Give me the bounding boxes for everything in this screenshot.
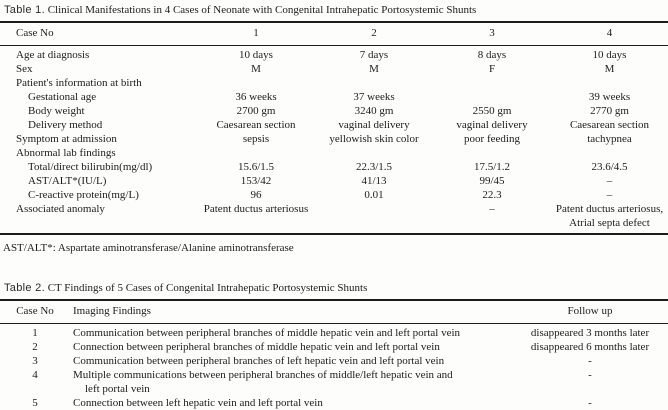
follow-up-value: -: [588, 355, 592, 367]
cell-value: Caesarean section: [216, 119, 296, 131]
cell-value: [551, 76, 668, 90]
row-label: Associated anomaly: [16, 203, 105, 215]
cell-value: [315, 146, 433, 160]
row-label: Gestational age: [28, 91, 97, 103]
follow-up-value: -: [588, 369, 592, 381]
cell-value: 99/45: [479, 175, 505, 187]
table-row: [0, 368, 668, 396]
cell-value: –: [606, 175, 613, 187]
cell-value: 2700 gm: [236, 105, 276, 117]
cell-value: 3240 gm: [354, 105, 394, 117]
cell-value: 22.3: [482, 189, 502, 201]
table-row: [0, 90, 668, 104]
row-label: Body weight: [28, 105, 85, 117]
cell-value: 22.3/1.5: [355, 161, 393, 173]
table-2-body: [0, 324, 668, 410]
follow-up-value: disappeared 6 months later: [530, 341, 650, 353]
cell-value: sepsis: [242, 133, 270, 145]
cell-value: Caesarean section: [569, 119, 650, 131]
table-row: [0, 146, 668, 160]
cell-value: 96: [250, 189, 262, 201]
cell-value: M: [369, 63, 379, 75]
table-1-header-row: [0, 22, 668, 46]
cell-value: [315, 76, 433, 90]
row-label: Age at diagnosis: [16, 49, 90, 61]
table-row: [0, 174, 668, 188]
imaging-finding: Communication between peripheral branches of middle hepatic vein and left portal vein: [73, 327, 461, 339]
cell-value: 17.5/1.2: [473, 161, 511, 173]
cell-value: [551, 146, 668, 160]
cell-value: [433, 90, 551, 104]
table-1-caption: Clinical Manifestations in 4 Cases of Neonate with Congenital Intrahepatic Portosystemic Shunts: [47, 4, 477, 16]
table-1-label: Table 1.: [4, 4, 45, 16]
cell-value: Patent ductus arteriosus: [203, 203, 309, 215]
cell-value: vaginal delivery: [338, 119, 410, 131]
t1-header-case-1: 1: [253, 27, 259, 39]
follow-up-value: -: [588, 397, 592, 409]
table-row: [0, 340, 668, 354]
t2-header-case-no: Case No: [16, 305, 54, 317]
case-number: 4: [32, 369, 38, 381]
cell-value: tachypnea: [587, 133, 632, 145]
cell-value: 15.6/1.5: [237, 161, 275, 173]
table-1: [0, 21, 668, 235]
table-2-label: Table 2.: [4, 282, 45, 294]
cell-value: 8 days: [477, 49, 507, 61]
table-row: [0, 132, 668, 146]
cell-value: 41/13: [361, 175, 387, 187]
table-row: [0, 76, 668, 90]
cell-value: 153/42: [240, 175, 272, 187]
table-1-title: [4, 3, 668, 17]
cell-value: [433, 146, 551, 160]
table-row: [0, 118, 668, 132]
imaging-finding: Communication between peripheral branches of left hepatic vein and left portal vein: [73, 355, 445, 367]
table-1-footnote: AST/ALT*: Aspartate aminotransferase/Alanine aminotransferase: [3, 242, 294, 254]
cell-value: 2770 gm: [590, 105, 629, 117]
case-number: 1: [32, 327, 38, 339]
t2-header-imaging-findings: Imaging Findings: [73, 305, 151, 317]
row-label: Sex: [16, 63, 33, 75]
table-row: [0, 62, 668, 76]
cell-value: M: [604, 63, 615, 75]
cell-value: –: [606, 189, 613, 201]
cell-value: Patent ductus arteriosus, Atrial septa defect: [555, 203, 664, 229]
cell-value: poor feeding: [464, 133, 520, 145]
cell-value: 10 days: [592, 49, 627, 61]
cell-value: [197, 76, 315, 90]
table-1-body: [0, 46, 668, 235]
row-label: Patient's information at birth: [16, 77, 142, 89]
imaging-finding: Connection between left hepatic vein and left portal vein: [73, 397, 323, 409]
cell-value: 39 weeks: [588, 91, 631, 103]
cell-value: 10 days: [239, 49, 273, 61]
cell-value: vaginal delivery: [456, 119, 528, 131]
table-row: [0, 188, 668, 202]
cell-value: [197, 146, 315, 160]
cell-value: 36 weeks: [235, 91, 277, 103]
case-number: 2: [32, 341, 38, 353]
row-label: Symptom at admission: [16, 133, 117, 145]
imaging-finding: Connection between peripheral branches of middle hepatic vein and left portal vein: [73, 341, 440, 353]
cell-value: 7 days: [359, 49, 389, 61]
cell-value: 2550 gm: [472, 105, 512, 117]
table-2-caption: CT Findings of 5 Cases of Congenital Intrahepatic Portosystemic Shunts: [47, 282, 368, 294]
row-label: AST/ALT*(IU/L): [28, 175, 107, 187]
cell-value: 0.01: [364, 189, 384, 201]
table-row: [0, 202, 668, 234]
t1-header-case-2: 2: [371, 27, 377, 39]
table-row: [0, 104, 668, 118]
cell-value: –: [489, 203, 495, 215]
cell-value: M: [251, 63, 261, 75]
case-number: 5: [32, 397, 38, 409]
table-row: [0, 324, 668, 341]
table-2-title: [4, 281, 668, 295]
table-1-header: [0, 22, 668, 46]
table-row: [0, 46, 668, 63]
row-label: Abnormal lab findings: [16, 147, 116, 159]
row-label: Total/direct bilirubin(mg/dl): [28, 161, 153, 173]
imaging-finding: Multiple communications between peripheral branches of middle/left hepatic vein and left portal vein: [73, 369, 453, 395]
t1-header-case-4: 4: [606, 27, 613, 39]
table-2-header: [0, 300, 668, 324]
t1-header-case-3: 3: [489, 27, 495, 39]
cell-value: [315, 202, 433, 234]
cell-value: yellowish skin color: [329, 133, 419, 145]
cell-value: 23.6/4.5: [591, 161, 628, 173]
row-label: Delivery method: [28, 119, 103, 131]
case-number: 3: [32, 355, 38, 367]
table-2: [0, 299, 668, 410]
cell-value: 37 weeks: [353, 91, 395, 103]
cell-value: F: [488, 63, 496, 75]
follow-up-value: disappeared 3 months later: [530, 327, 650, 339]
cell-value: [433, 76, 551, 90]
table-row: [0, 160, 668, 174]
row-label: C-reactive protein(mg/L): [28, 189, 139, 201]
table-row: [0, 396, 668, 410]
table-2-header-row: [0, 300, 668, 324]
t1-header-case-no: Case No: [16, 27, 54, 39]
table-row: [0, 354, 668, 368]
t2-header-follow-up: Follow up: [567, 305, 613, 317]
